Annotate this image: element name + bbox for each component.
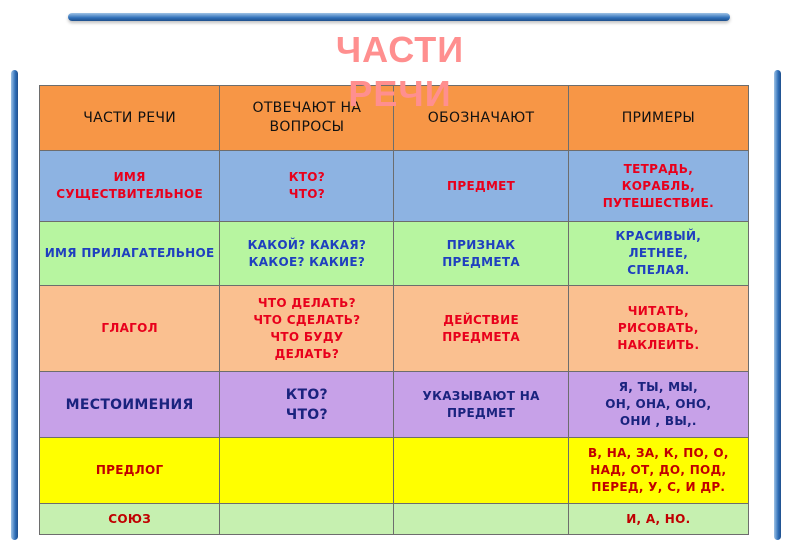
- header-examples: ПРИМЕРЫ: [568, 86, 748, 151]
- examples-cell: [568, 438, 748, 504]
- part-name: ИМЯ ПРИЛАГАТЕЛЬНОЕ: [44, 246, 215, 260]
- table-row: [40, 504, 749, 535]
- right-decorative-bar: [774, 70, 781, 540]
- examples-cell: [568, 286, 748, 372]
- examples: В, НА, ЗА, К, ПО, О, НАД, ОТ, ДО, ПОД, ПЕРЕД, У, С, И ДР.: [587, 446, 729, 494]
- meaning-cell: [394, 438, 568, 504]
- questions-cell: [220, 504, 394, 535]
- meaning: ДЕЙСТВИЕ ПРЕДМЕТА: [442, 312, 520, 344]
- examples: ЧИТАТЬ, РИСОВАТЬ, НАКЛЕИТЬ.: [617, 304, 700, 352]
- examples-cell: [568, 372, 748, 438]
- questions: КТО? ЧТО?: [288, 170, 326, 201]
- examples-cell: [568, 504, 748, 535]
- part-name-cell: [40, 372, 220, 438]
- table-row: [40, 372, 749, 438]
- examples: И, А, НО.: [626, 511, 691, 526]
- questions-cell: [220, 222, 394, 286]
- meaning-cell: [394, 372, 568, 438]
- questions-cell: [220, 286, 394, 372]
- part-name-cell: [40, 222, 220, 286]
- meaning: ПРЕДМЕТ: [447, 178, 516, 193]
- meaning-cell: [394, 504, 568, 535]
- examples-cell: [568, 222, 748, 286]
- questions: КТО? ЧТО?: [285, 386, 328, 423]
- questions-cell: [220, 372, 394, 438]
- meaning: ПРИЗНАК ПРЕДМЕТА: [442, 237, 520, 269]
- table-row: [40, 438, 749, 504]
- top-decorative-bar: [68, 13, 730, 21]
- table-row: [40, 151, 749, 222]
- meaning-cell: [394, 286, 568, 372]
- meaning-cell: [394, 151, 568, 222]
- questions-cell: [220, 151, 394, 222]
- header-questions: ОТВЕЧАЮТ НА ВОПРОСЫ: [220, 86, 394, 151]
- part-name: ПРЕДЛОГ: [95, 463, 164, 477]
- examples: ТЕТРАДЬ, КОРАБЛЬ, ПУТЕШЕСТВИЕ.: [602, 161, 714, 210]
- part-name: МЕСТОИМЕНИЯ: [65, 396, 194, 413]
- meaning-cell: [394, 222, 568, 286]
- parts-of-speech-table: [39, 85, 749, 535]
- meaning: УКАЗЫВАЮТ НА ПРЕДМЕТ: [422, 388, 540, 420]
- part-name-cell: [40, 438, 220, 504]
- header-meaning: ОБОЗНАЧАЮТ: [394, 86, 568, 151]
- part-name: СОЮЗ: [108, 511, 152, 526]
- table-row: [40, 222, 749, 286]
- page-title: ЧАСТИ РЕЧИ: [335, 29, 465, 114]
- questions-cell: [220, 438, 394, 504]
- part-name: ИМЯ СУЩЕСТВИТЕЛЬНОЕ: [56, 170, 204, 201]
- examples: Я, ТЫ, МЫ, ОН, ОНА, ОНО, ОНИ , ВЫ,.: [605, 380, 712, 428]
- questions: ЧТО ДЕЛАТЬ? ЧТО СДЕЛАТЬ? ЧТО БУДУ ДЕЛАТЬ?: [253, 295, 361, 361]
- examples-cell: [568, 151, 748, 222]
- part-name-cell: [40, 151, 220, 222]
- part-name-cell: [40, 286, 220, 372]
- questions: КАКОЙ? КАКАЯ? КАКОЕ? КАКИЕ?: [247, 237, 367, 269]
- header-parts-of-speech: ЧАСТИ РЕЧИ: [40, 86, 220, 151]
- part-name-cell: [40, 504, 220, 535]
- table-row: [40, 286, 749, 372]
- left-decorative-bar: [11, 70, 18, 540]
- part-name: ГЛАГОЛ: [101, 321, 158, 335]
- examples: КРАСИВЫЙ, ЛЕТНЕЕ, СПЕЛАЯ.: [615, 229, 702, 277]
